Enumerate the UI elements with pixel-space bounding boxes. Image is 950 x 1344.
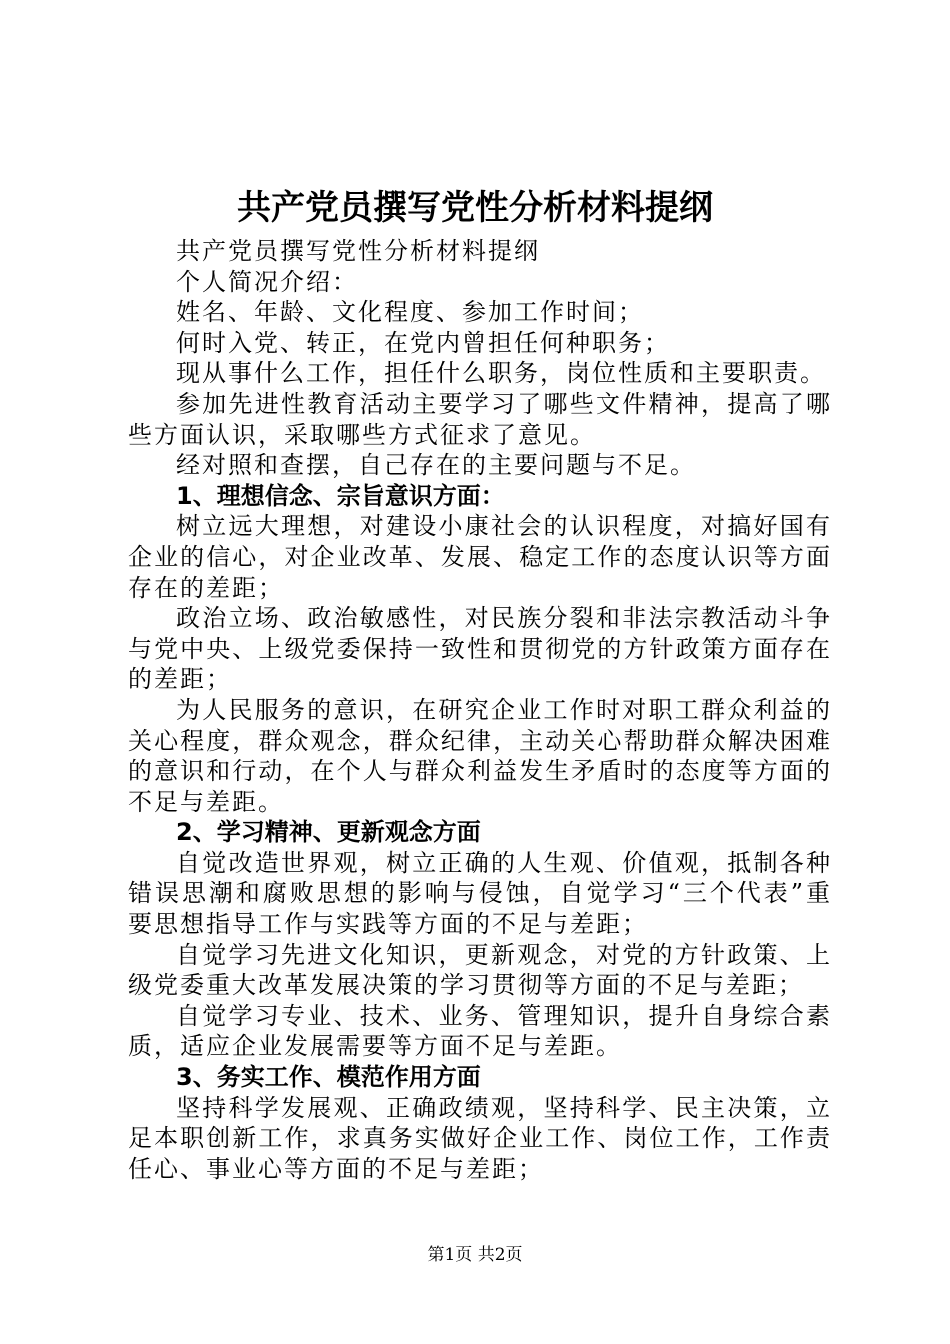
body-paragraph: 现从事什么工作，担任什么职务，岗位性质和主要职责。 [176, 359, 826, 388]
body-paragraph: 自觉学习专业、技术、业务、管理知识，提升自身综合素质，适应企业发展需要等方面不足与差距。 [128, 1001, 832, 1061]
body-paragraph: 坚持科学发展观、正确政绩观，坚持科学、民主决策，立足本职创新工作，求真务实做好企业工作、岗位工作，工作责任心、事业心等方面的不足与差距； [128, 1093, 832, 1183]
body-paragraph: 经对照和查摆，自己存在的主要问题与不足。 [176, 451, 696, 480]
page-footer: 第1页 共2页 [427, 1245, 523, 1265]
body-paragraph: 参加先进性教育活动主要学习了哪些文件精神，提高了哪些方面认识，采取哪些方式征求了意见。 [128, 389, 832, 449]
document-body [128, 236, 832, 1184]
body-paragraph: 何时入党、转正，在党内曾担任何种职务； [176, 328, 670, 357]
body-paragraph: 共产党员撰写党性分析材料提纲 [176, 237, 540, 265]
section-heading: 2、学习精神、更新观念方面 [176, 818, 481, 847]
body-paragraph: 个人简况介绍： [176, 267, 358, 296]
body-paragraph: 政治立场、政治敏感性，对民族分裂和非法宗教活动斗争与党中央、上级党委保持一致性和贯彻党的方针政策方面存在的差距； [128, 604, 832, 694]
body-paragraph: 自觉学习先进文化知识，更新观念，对党的方针政策、上级党委重大改革发展决策的学习贯彻等方面的不足与差距； [128, 940, 832, 1000]
body-paragraph: 自觉改造世界观，树立正确的人生观、价值观，抵制各种错误思潮和腐败思想的影响与侵蚀，自觉学习“三个代表”重要思想指导工作与实践等方面的不足与差距； [128, 848, 832, 939]
section-heading: 1、理想信念、宗旨意识方面： [176, 481, 505, 510]
section-heading: 3、务实工作、模范作用方面 [176, 1063, 481, 1092]
body-paragraph: 姓名、年龄、文化程度、参加工作时间； [176, 298, 644, 327]
body-paragraph: 树立远大理想，对建设小康社会的认识程度，对搞好国有企业的信心，对企业改革、发展、稳定工作的态度认识等方面存在的差距； [128, 512, 832, 602]
document-title: 共产党员撰写党性分析材料提纲 [237, 188, 713, 228]
body-paragraph: 为人民服务的意识，在研究企业工作时对职工群众利益的关心程度，群众观念，群众纪律，主动关心帮助群众解决困难的意识和行动，在个人与群众利益发生矛盾时的态度等方面的不足与差距。 [128, 695, 832, 816]
